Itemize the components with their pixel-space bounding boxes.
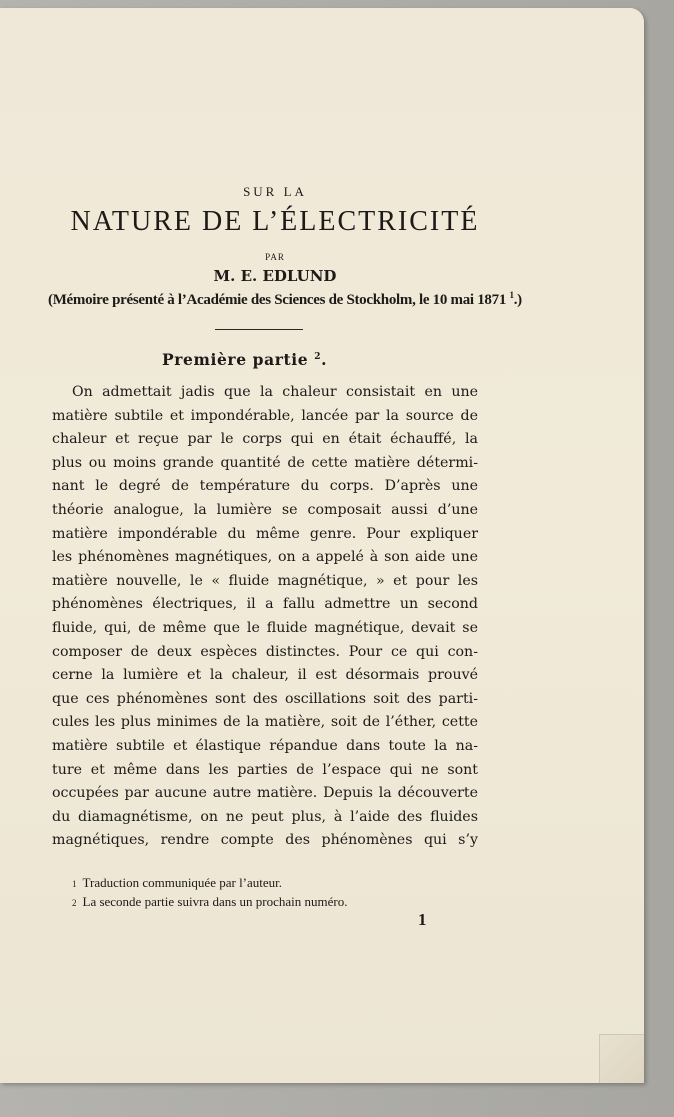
body-line: occupées par aucune autre matière. Depuis la découverte [52,785,478,802]
document-page [0,8,644,1083]
footnote-text: La seconde partie suivra dans un prochain numéro. [82,894,348,909]
body-line: les phénomènes magnétiques, on a appelé à son aide une [52,549,478,566]
body-line: ture et même dans les parties de l’espace qui ne sont [52,761,478,778]
body-line: On admettait jadis que la chaleur consistait en une [72,384,478,400]
section-footnote-ref: 2 [314,351,322,362]
footnote-mark: 1 [72,879,77,889]
page-number: 1 [418,910,427,929]
body-line: matière subtile et impondérable, lancée par la source de [52,407,478,424]
body-line: plus ou moins grande quantité de cette matière détermi- [52,454,478,471]
memoire-note-line [48,290,522,309]
memoire-footnote-ref: 1 [509,290,514,300]
footnote-item [72,893,472,912]
page-title: NATURE DE L’ÉLECTRICITÉ [70,206,480,237]
title-divider [215,329,303,330]
page-corner-fold [599,1034,644,1083]
body-line: nant le degré de température du corps. D’après une [52,478,478,495]
body-line: matière nouvelle, le « fluide magnétique, » et pour les [52,572,478,589]
section-dot: . [321,350,328,369]
body-line: cules les plus minimes de la matière, soit de l’éther, cette [52,714,478,731]
body-paragraph [52,381,478,853]
body-line: phénomènes électriques, il a fallu admettre un second [52,596,478,613]
body-line: théorie analogue, la lumière se composait aussi d’une [52,501,478,518]
body-line: magnétiques, rendre compte des phénomènes qui s’y [52,832,478,849]
section-title: Première partie [162,350,309,369]
body-line: matière impondérable du même genre. Pour expliquer [52,525,478,542]
author-name: M. E. EDLUND [213,267,337,285]
memoire-text: (Mémoire présenté à l’Académie des Sciences de Stockholm, le 10 mai 1871 [48,292,507,308]
footnote-text: Traduction communiquée par l’auteur. [82,875,283,890]
footnotes [72,874,472,912]
title-prefix: SUR LA [243,184,307,199]
body-line: chaleur et reçue par le corps qui en était échauffé, la [52,431,478,448]
body-line: matière subtile et élastique répandue dans toute la na- [52,737,478,754]
byline-par: PAR [265,252,285,262]
body-line: cerne la lumière et la chaleur, il est désormais prouvé [52,667,478,684]
memoire-close: .) [513,292,522,308]
body-line: composer de deux espèces distinctes. Pour ce qui con- [52,643,478,660]
body-line: que ces phénomènes sont des oscillations soit des parti- [52,690,478,707]
footnote-mark: 2 [72,898,77,908]
footnote-item [72,874,472,893]
body-line: fluide, qui, de même que le fluide magnétique, devait se [52,619,478,636]
body-line: du diamagnétisme, on ne peut plus, à l’aide des fluides [52,808,478,825]
section-heading [162,350,327,369]
